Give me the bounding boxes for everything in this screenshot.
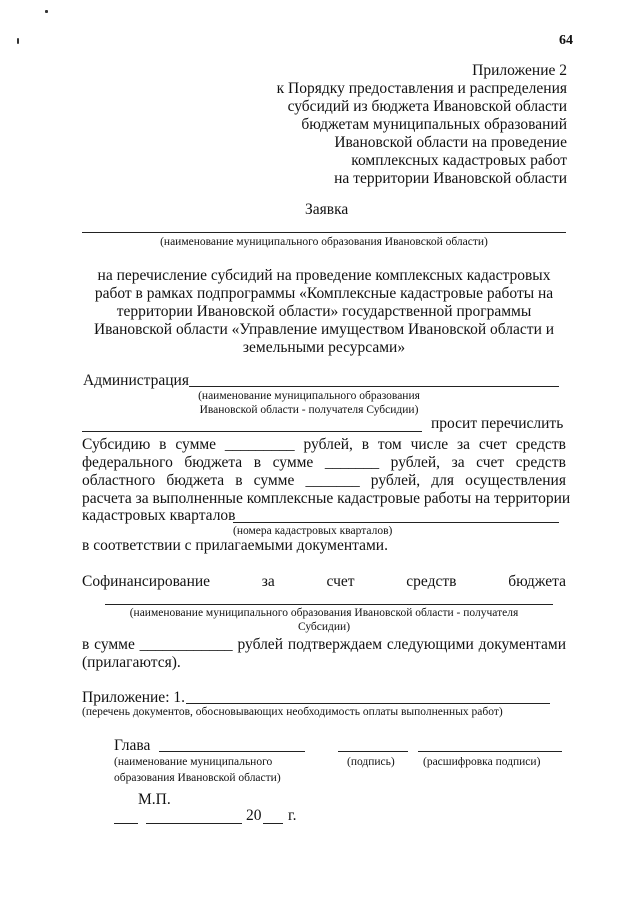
word: средств [406, 573, 457, 590]
word: Софинансирование [82, 573, 211, 590]
administration-label: Администрация [83, 372, 189, 389]
appendix-line: комплексных кадастровых работ [351, 152, 567, 169]
head-label: Глава [114, 737, 151, 754]
word: в [159, 436, 167, 453]
signature-decode-line [418, 751, 562, 752]
signature-caption: (подпись) [347, 756, 395, 768]
subject-line: Ивановской области «Управление имуществом Ивановской области и [93, 321, 555, 338]
subject-line: работ в рамках подпрограммы «Комплексные кадастровые работы на [94, 285, 554, 302]
subject-block [82, 267, 566, 357]
subject-line: на перечисление субсидий на проведение комплексных кадастровых [97, 267, 551, 284]
word: средств [515, 436, 566, 453]
date-year-line [263, 823, 283, 824]
page-number: 64 [559, 33, 573, 48]
cofinancing-caption-1: (наименование муниципального образования Ивановской области - получателя [129, 607, 519, 619]
date-day-line [114, 823, 138, 824]
word: рублей [237, 636, 283, 653]
administration-name-line-2 [82, 431, 422, 432]
scan-speck [17, 38, 19, 44]
appendix-line: субсидий из бюджета Ивановской области [287, 98, 567, 115]
municipality-name-caption: (наименование муниципального образования Ивановской области) [160, 236, 488, 248]
attachment-caption: (перечень документов, обосновывающих необходимость оплаты выполненных работ) [82, 706, 503, 718]
word: сумме [175, 436, 217, 453]
head-caption-2: образования Ивановской области) [114, 772, 281, 784]
word: федерального [82, 454, 173, 471]
word: в [361, 436, 370, 453]
stamp-placeholder: М.П. [138, 791, 171, 808]
subsidy-amount-blank: _________ [224, 436, 295, 453]
signature-decode-caption: (расшифровка подписи) [423, 756, 541, 768]
cadastral-quarters-line [233, 522, 559, 523]
word: областного [82, 472, 156, 489]
request-row-1 [82, 436, 566, 454]
request-row-2 [82, 454, 566, 472]
head-caption-1: (наименование муниципального [114, 756, 273, 768]
appendix-line: бюджетам муниципальных образований [301, 116, 567, 133]
cadastral-quarters-caption: (номера кадастровых кварталов) [233, 525, 393, 537]
signature-line [338, 751, 408, 752]
administration-caption-2: Ивановской области - получателя Субсидии) [199, 404, 419, 416]
word: осуществления [465, 472, 566, 489]
word: рублей, [390, 454, 441, 471]
asks-text: просит перечислить [431, 415, 564, 432]
subject-line: земельными ресурсами» [242, 339, 406, 356]
word: бюджета [508, 573, 566, 590]
cofinancing-row [82, 573, 566, 591]
request-row-4: расчета за выполненные комплексные кадастровые работы на территории [82, 490, 571, 507]
cofinancing-budget-line [105, 604, 553, 605]
word: за [451, 454, 465, 471]
word: числе [410, 436, 449, 453]
appendix-line: Приложение 2 [472, 62, 567, 79]
word: в [253, 454, 262, 471]
word: документами [478, 636, 566, 653]
word: счет [478, 436, 507, 453]
appendix-line: Ивановской области на проведение [334, 134, 567, 151]
administration-caption-1: (наименование муниципального образования [198, 390, 420, 402]
word: в [82, 636, 90, 653]
word: сумме [253, 472, 295, 489]
cofinancing-amount-blank: ____________ [139, 636, 233, 653]
attachment-label: Приложение: 1. [82, 689, 185, 706]
word: бюджета [166, 472, 225, 489]
word: том [377, 436, 402, 453]
date-suffix: г. [288, 807, 297, 824]
word: за [457, 436, 471, 453]
request-row-6: в соответствии с прилагаемыми документами. [82, 537, 388, 554]
subject-line: территории Ивановской области» государственной программы [116, 303, 532, 320]
cofinancing-attached: (прилагаются). [82, 654, 181, 671]
word: за [261, 573, 275, 590]
word: сумме [94, 636, 135, 653]
word: для [431, 472, 455, 489]
request-row-3 [82, 472, 566, 490]
cofinancing-amount-row [82, 636, 566, 654]
word: бюджета [184, 454, 243, 471]
appendix-header [277, 62, 567, 188]
appendix-line: к Порядку предоставления и распределения [276, 80, 567, 97]
cofinancing-caption-2: Субсидии) [297, 621, 351, 633]
municipality-name-line [82, 232, 566, 233]
word: рублей, [370, 472, 421, 489]
scan-speck [45, 10, 48, 13]
request-row-5: кадастровых кварталов [82, 507, 236, 524]
word: в [235, 472, 243, 489]
regional-amount-blank: _______ [305, 472, 360, 489]
administration-name-line [189, 386, 559, 387]
word: Субсидию [82, 436, 151, 453]
word: средств [515, 454, 566, 471]
document-title: Заявка [305, 201, 349, 218]
word: следующими [386, 636, 474, 653]
date-year: 20 [246, 807, 262, 824]
word: рублей, [303, 436, 353, 453]
date-month-line [146, 823, 242, 824]
head-name-line [159, 751, 305, 752]
attachment-line [186, 703, 550, 704]
federal-amount-blank: _______ [324, 454, 380, 471]
word: счет [476, 454, 505, 471]
word: подтверждаем [287, 636, 383, 653]
appendix-line: на территории Ивановской области [334, 170, 567, 187]
word: счет [326, 573, 355, 590]
word: сумме [272, 454, 314, 471]
